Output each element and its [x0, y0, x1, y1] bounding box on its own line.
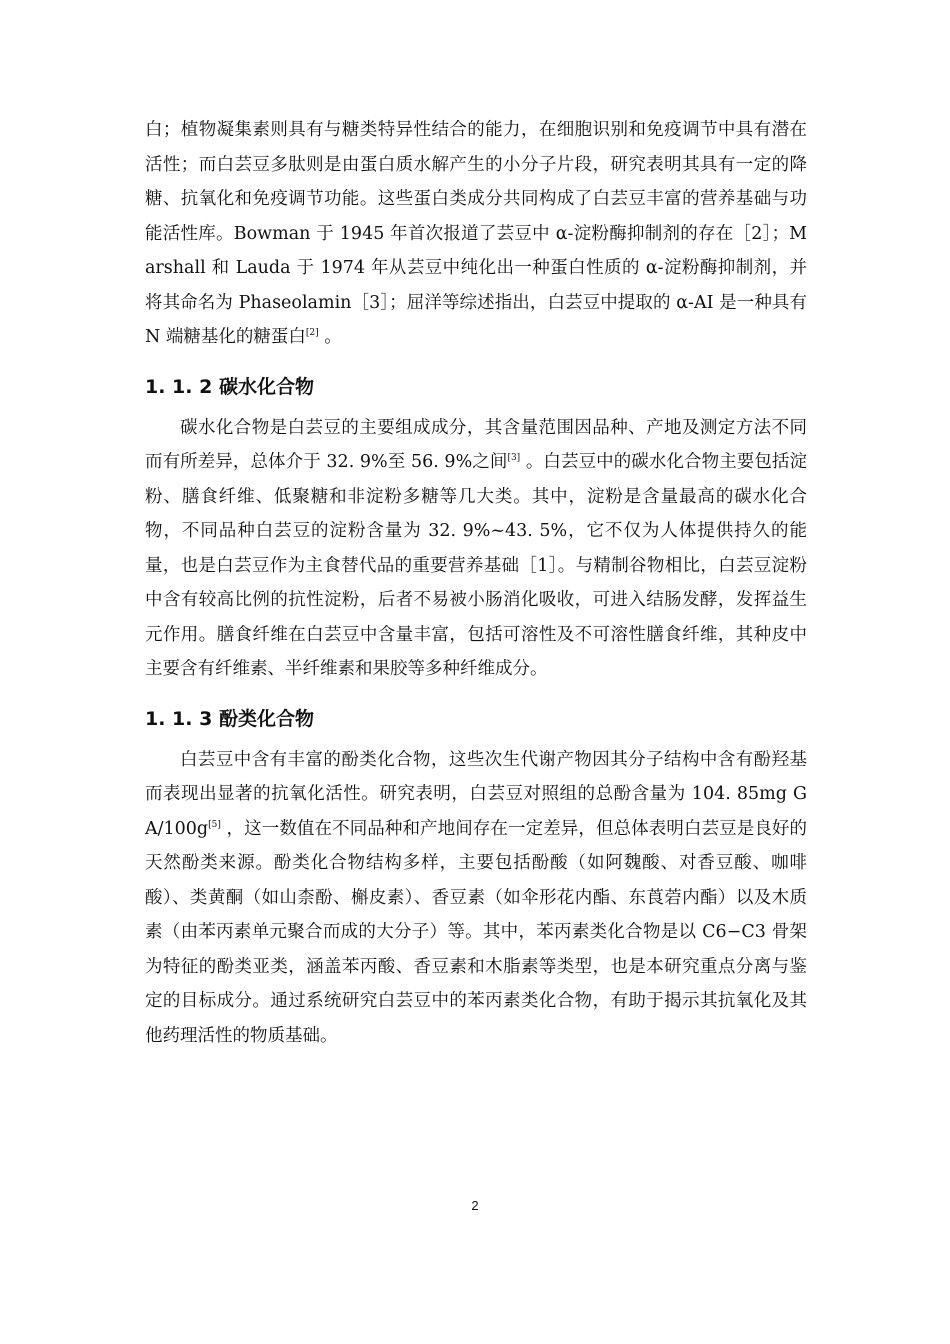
paragraph-text-continued: ，这一数值在不同品种和产地间存在一定差异，但总体表明白芸豆是良好的天然酚类来源。酚类化合物结构多样，主要包括酚酸（如阿魏酸、对香豆酸、咖啡酸）、类黄酮（如山柰酚、槲皮素）、香豆素（如伞形花内酯、东莨菪内酯）以及木质素（由苯丙素单元聚合而成的大分子）等。其中，苯丙素类化合物是以 C6−C3 骨架为特征的酚类亚类，涵盖苯丙酸、香豆素和木脂素等类型，也是本研究重点分离与鉴定的目标成分。通过系统研究白芸豆中的苯丙素类化合物，有助于揭示其抗氧化及其他药理活性的物质基础。: [145, 818, 807, 1046]
paragraph-protein-continued: [145, 113, 807, 355]
section-heading-carbohydrates: 1. 1. 2 碳水化合物: [145, 375, 314, 398]
paragraph-text: 白芸豆中含有丰富的酚类化合物，这些次生代谢产物因其分子结构中含有酚羟基而表现出显著的抗氧化活性。研究表明，白芸豆对照组的总酚含量为 104. 85mg GA/100g: [145, 749, 807, 839]
paragraph-tail: 。: [318, 327, 342, 347]
citation-ref: [5]: [208, 819, 221, 830]
citation-ref: [2]: [305, 328, 319, 338]
paragraph-text: 碳水化合物是白芸豆的主要组成成分，其含量范围因品种、产地及测定方法不同而有所差异，总体介于 32. 9%至 56. 9%之间: [145, 417, 807, 472]
paragraph-text-continued: 。白芸豆中的碳水化合物主要包括淀粉、膳食纤维、低聚糖和非淀粉多糖等几大类。其中，淀粉是含量最高的碳水化合物，不同品种白芸豆的淀粉含量为 32. 9%~43. 5%，它不仅为人体提供持久的能量，也是白芸豆作为主食替代品的重要营养基础［1］。与精制谷物相比，白芸豆淀粉中含有较高比例的抗性淀粉，后者不易被小肠消化吸收，可进入结肠发酵，发挥益生元作用。膳食纤维在白芸豆中含量丰富，包括可溶性及不可溶性膳食纤维，其种皮中主要含有纤维素、半纤维素和果胶等多种纤维成分。: [145, 452, 808, 679]
paragraph-phenolics: [145, 743, 807, 1054]
page-number: 2: [471, 1198, 479, 1213]
section-heading-phenolics: 1. 1. 3 酚类化合物: [145, 707, 314, 730]
citation-ref: [3]: [507, 453, 521, 463]
paragraph-carbohydrates: [145, 411, 807, 687]
paragraph-text: 白；植物凝集素则具有与糖类特异性结合的能力，在细胞识别和免疫调节中具有潜在活性；而白芸豆多肽则是由蛋白质水解产生的小分子片段，研究表明其具有一定的降糖、抗氧化和免疫调节功能。这些蛋白类成分共同构成了白芸豆丰富的营养基础与功能活性库。Bowman 于 1945 年首次报道了芸豆中 α-淀粉酶抑制剂的存在［2］；Marshall 和 Lauda 于 1974 年从芸豆中纯化出一种蛋白性质的 α-淀粉酶抑制剂，并将其命名为 Phaseolamin［3］；屈洋等综述指出，白芸豆中提取的 α-AI 是一种具有 N 端糖基化的糖蛋白: [145, 120, 807, 347]
document-body: [145, 113, 807, 1053]
